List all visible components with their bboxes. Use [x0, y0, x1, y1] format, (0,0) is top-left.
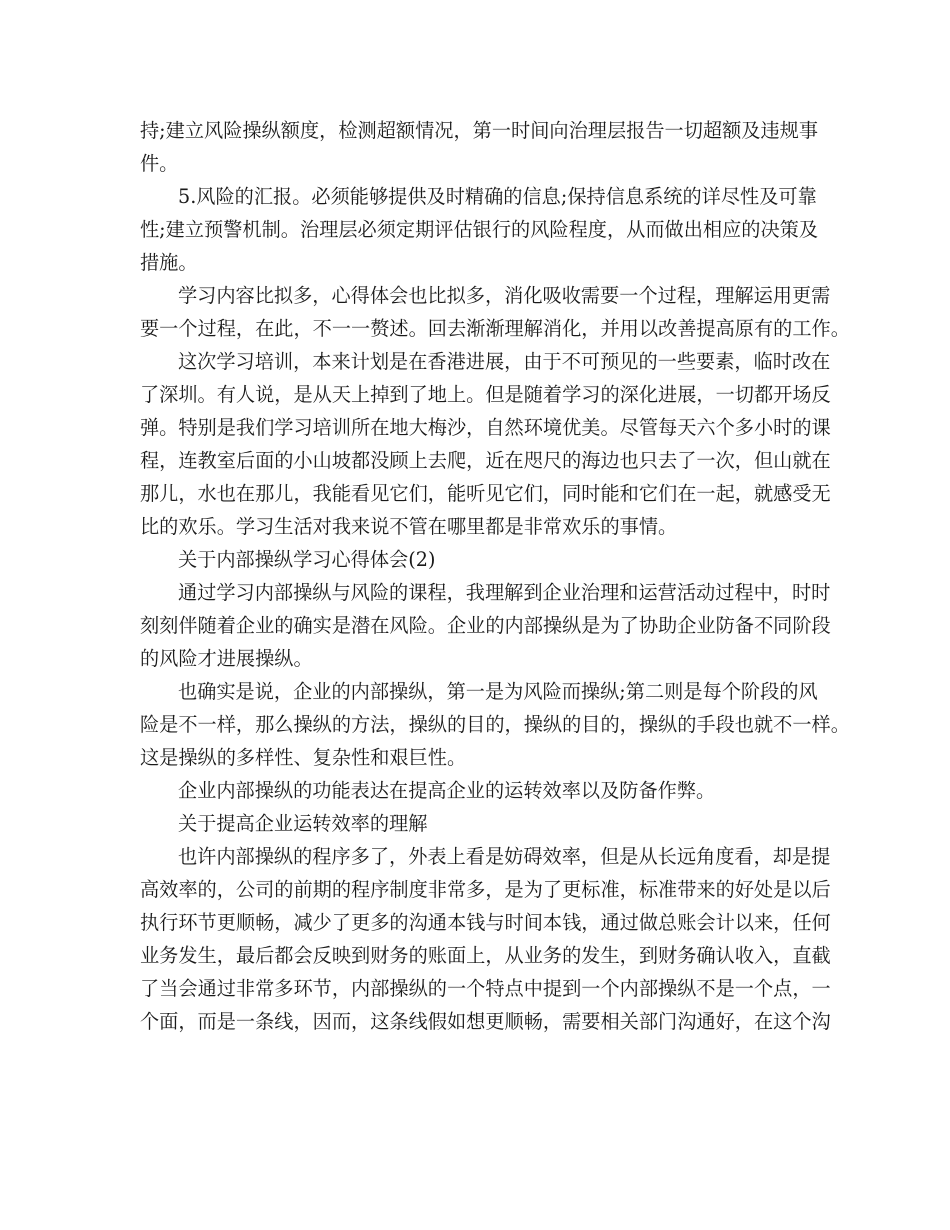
text-line: 企业内部操纵的功能表达在提高企业的运转效率以及防备作弊。	[178, 779, 716, 802]
text-line: 了当会通过非常多环节，内部操纵的一个特点中提到一个内部操纵不是一个点，一	[140, 977, 831, 1000]
section-heading	[140, 543, 812, 576]
text-line: 学习内容比拟多，心得体会也比拟多，消化吸收需要一个过程，理解运用更需	[178, 284, 831, 307]
text-line: 关于内部操纵学习心得体会(2)	[178, 548, 436, 571]
text-line: 也确实是说，企业的内部操纵，第一是为风险而操纵;第二则是每个阶段的风	[178, 680, 818, 703]
paragraph	[140, 114, 819, 180]
text-line: 件。	[140, 152, 179, 175]
text-line: 也许内部操纵的程序多了，外表上看是妨碍效率，但是从长远角度看，却是提	[178, 845, 831, 868]
text-line: 险是不一样，那么操纵的方法，操纵的目的，操纵的目的，操纵的手段也就不一样。	[140, 713, 850, 736]
text-line: 通过学习内部操纵与风险的课程，我理解到企业治理和运营活动过程中，时时	[178, 581, 831, 604]
text-line: 的风险才进展操纵。	[140, 647, 313, 670]
text-line: 措施。	[140, 251, 198, 274]
text-line: 性;建立预警机制。治理层必须定期评估银行的风险程度，从而做出相应的决策及	[140, 218, 819, 241]
text-line: 这次学习培训，本来计划是在香港进展，由于不可预见的一些要素，临时改在	[178, 350, 831, 373]
text-line: 了深圳。有人说，是从天上掉到了地上。但是随着学习的深化进展，一切都开场反	[140, 383, 831, 406]
text-line: 弹。特别是我们学习培训所在地大梅沙，自然环境优美。尽管每天六个多小时的课	[140, 416, 831, 439]
text-line: 刻刻伴随着企业的确实是潜在风险。企业的内部操纵是为了协助企业防备不同阶段	[140, 614, 831, 637]
document-body	[140, 114, 850, 1038]
text-line: 比的欢乐。学习生活对我来说不管在哪里都是非常欢乐的事情。	[140, 515, 678, 538]
section-heading	[140, 807, 812, 840]
paragraph	[140, 345, 831, 543]
text-line: 业务发生，最后都会反映到财务的账面上，从业务的发生，到财务确认收入，直截	[140, 944, 831, 967]
text-line: 个面，而是一条线，因而，这条线假如想更顺畅，需要相关部门沟通好，在这个沟	[140, 1010, 831, 1033]
text-line: 5.风险的汇报。必须能够提供及时精确的信息;保持信息系统的详尽性及可靠	[178, 185, 817, 208]
paragraph	[140, 180, 819, 279]
text-line: 持;建立风险操纵额度，检测超额情况，第一时间向治理层报告一切超额及违规事	[140, 119, 819, 142]
text-line: 关于提高企业运转效率的理解	[178, 812, 428, 835]
paragraph	[140, 576, 831, 675]
paragraph	[140, 675, 850, 774]
paragraph	[140, 774, 812, 807]
text-line: 那儿，水也在那儿，我能看见它们，能听见它们，同时能和它们在一起，就感受无	[140, 482, 831, 505]
text-line: 要一个过程，在此，不一一赘述。回去渐渐理解消化，并用以改善提高原有的工作。	[140, 317, 850, 340]
text-line: 执行环节更顺畅，减少了更多的沟通本钱与时间本钱，通过做总账会计以来，任何	[140, 911, 831, 934]
paragraph	[140, 279, 850, 345]
paragraph	[140, 840, 831, 1038]
text-line: 程，连教室后面的小山坡都没顾上去爬，近在咫尺的海边也只去了一次，但山就在	[140, 449, 831, 472]
text-line: 高效率的，公司的前期的程序制度非常多，是为了更标准，标准带来的好处是以后	[140, 878, 831, 901]
text-line: 这是操纵的多样性、复杂性和艰巨性。	[140, 746, 467, 769]
